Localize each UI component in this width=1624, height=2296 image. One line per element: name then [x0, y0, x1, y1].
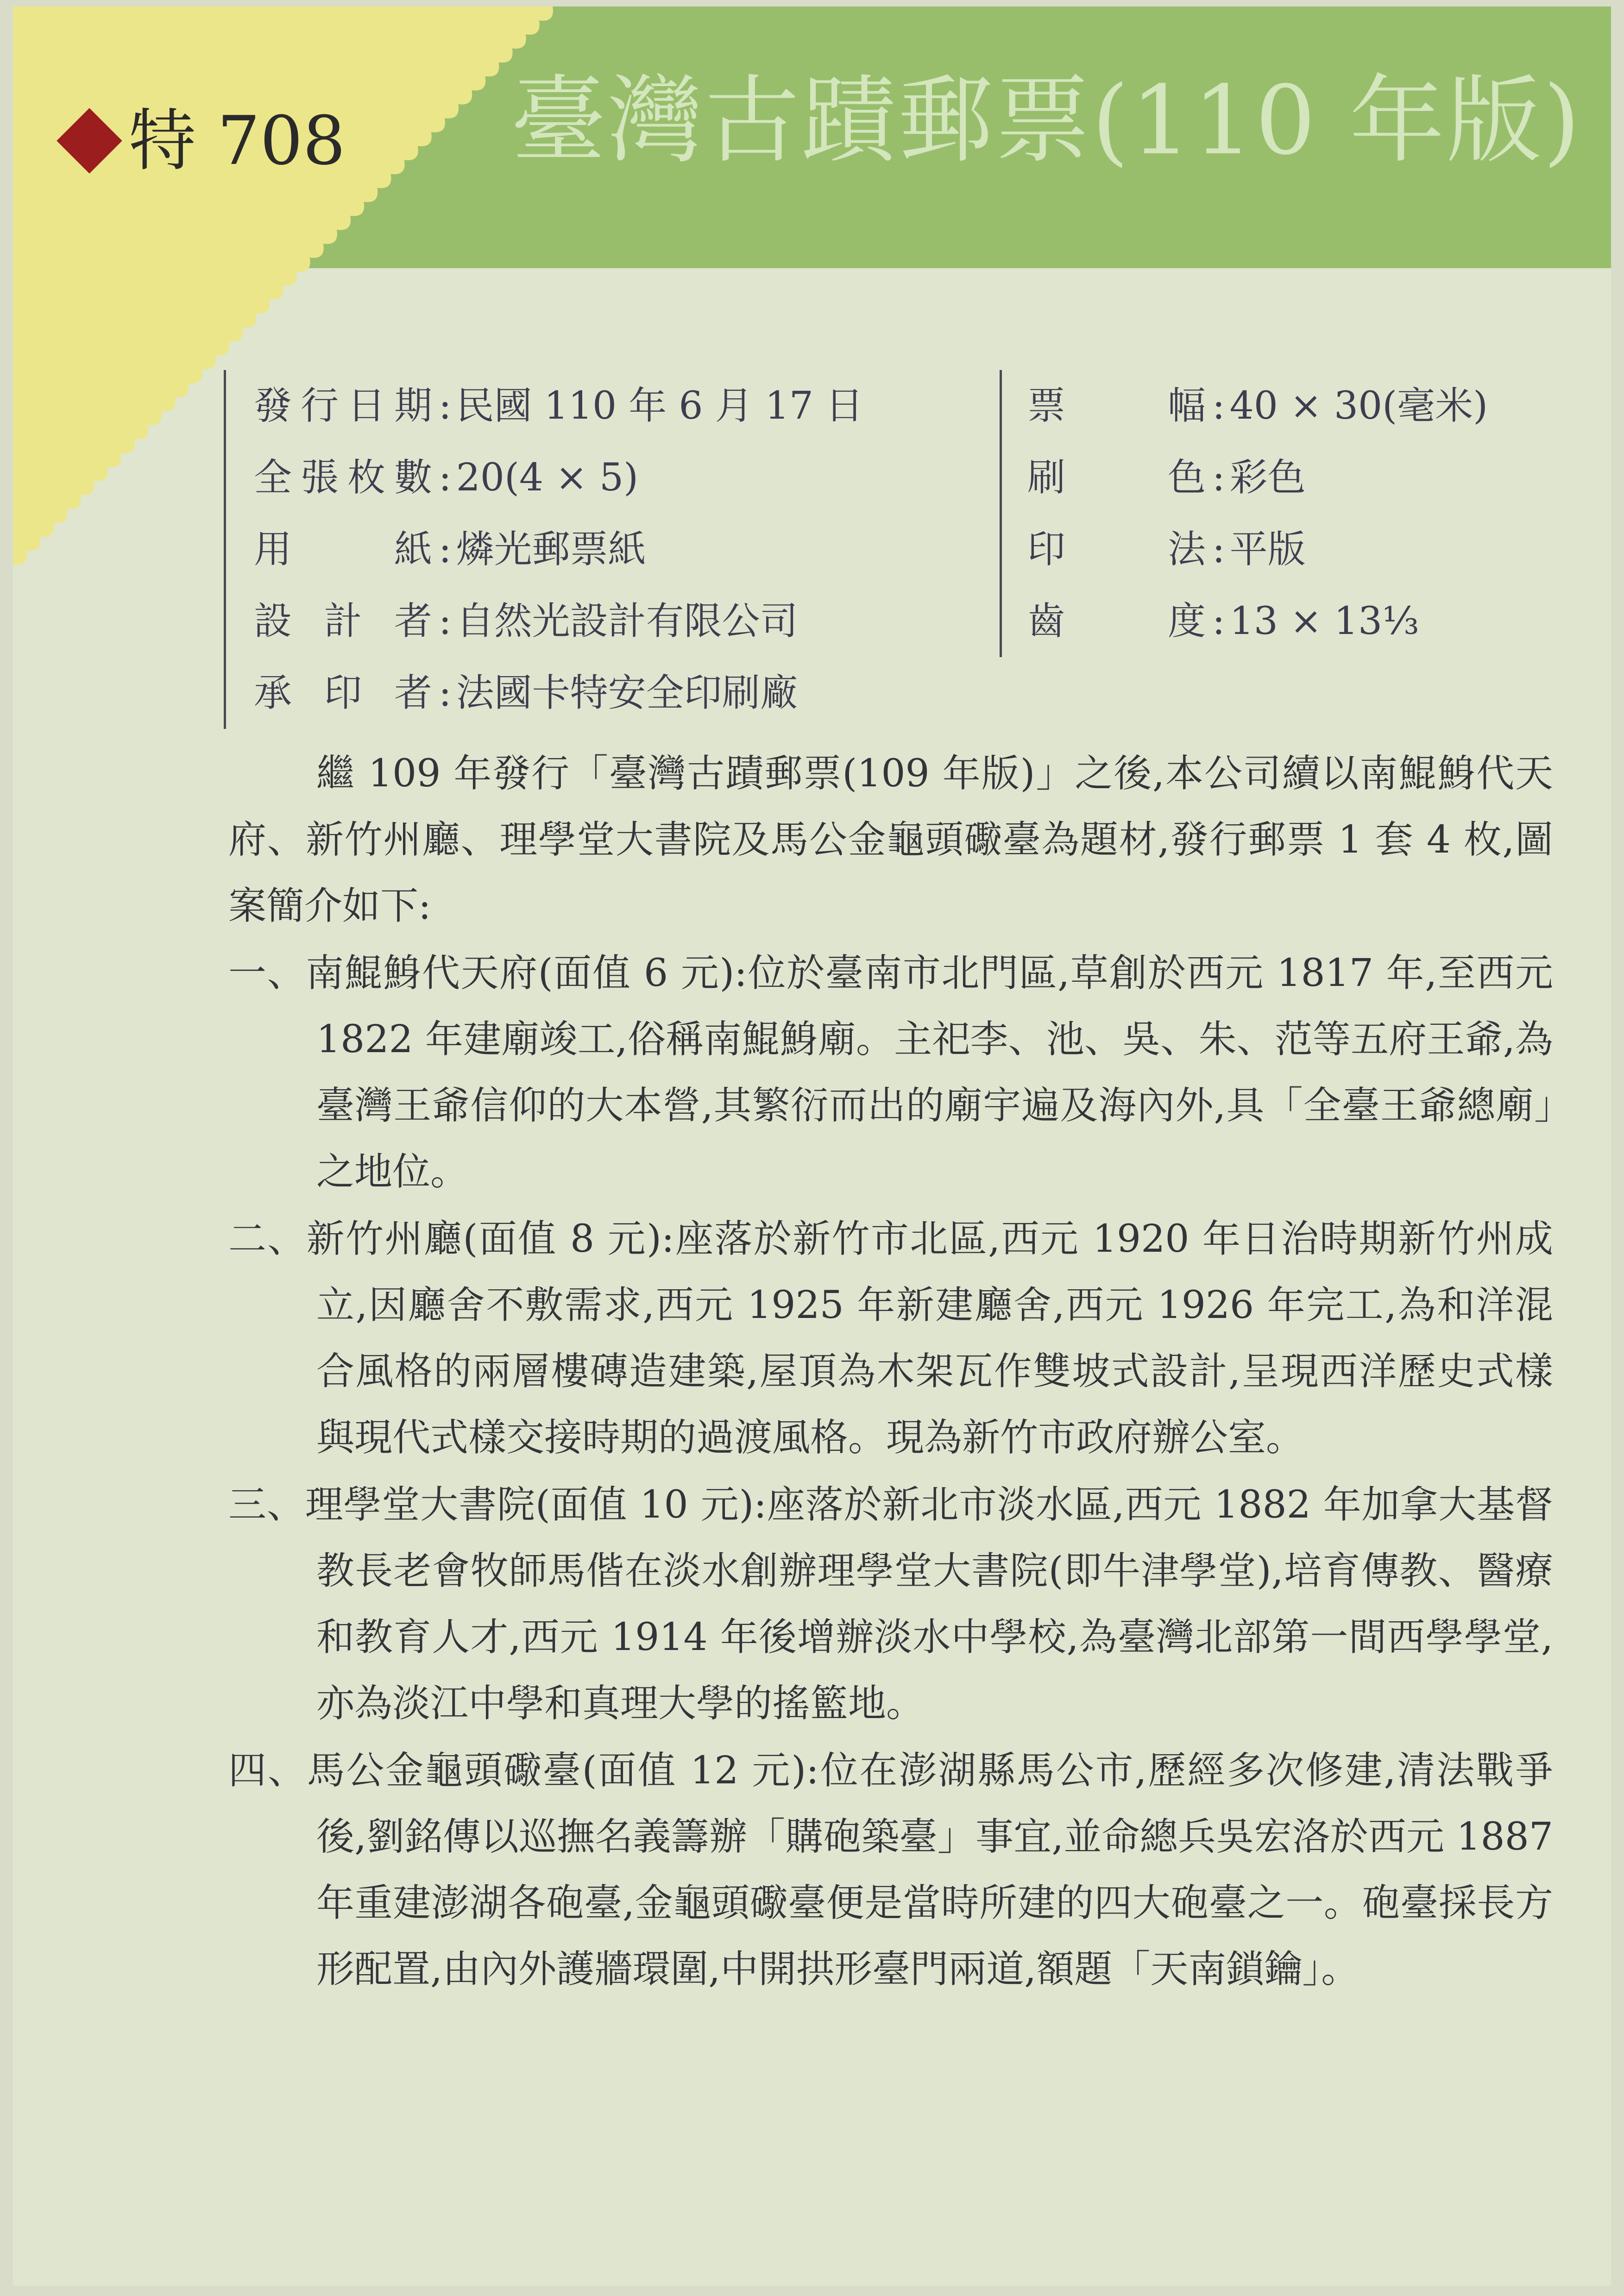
- issue-code: [57, 94, 346, 187]
- stamp-item-2: 二、新竹州廳(面值 8 元):座落於新竹市北區,西元 1920 年日治時期新竹州成立,因廳舍不敷需求,西元 1925 年新建廳舍,西元 1926 年完工,為和洋混合風格的兩層樓磚造建築,屋頂為木架瓦作雙坡式設計,呈現西洋歷史式樣與現代式樣交接時期的過渡風格。現為新竹市政府辦公室。: [228, 1217, 1553, 1460]
- spec-label: 刷色: [1027, 456, 1206, 500]
- spec-row: 發行日期 : 民國 110 年 6 月 17 日: [254, 370, 863, 442]
- stamp-leaflet-page: [13, 6, 1611, 2286]
- spec-label: 票幅: [1027, 384, 1206, 428]
- spec-value: 40 × 30(毫米): [1229, 384, 1488, 428]
- spec-row: 承印者 : 法國卡特安全印刷廠: [254, 657, 863, 729]
- specs-left: [224, 370, 863, 729]
- description-body: [228, 740, 1553, 2003]
- intro-paragraph: 繼 109 年發行「臺灣古蹟郵票(109 年版)」之後,本公司續以南鯤鯓代天府、新竹州廳、理學堂大書院及馬公金龜頭礮臺為題材,發行郵票 1 套 4 枚,圖案簡介如下:: [228, 752, 1553, 928]
- spec-value: 彩色: [1229, 456, 1306, 500]
- spec-row: 設計者 : 自然光設計有限公司: [254, 585, 863, 657]
- issue-code-text: 特 708: [129, 101, 346, 180]
- spec-value: 13 × 13⅓: [1229, 599, 1419, 643]
- spec-row: 票幅 : 40 × 30(毫米): [1027, 370, 1488, 442]
- spec-row: 齒度 : 13 × 13⅓: [1027, 585, 1488, 657]
- spec-label: 設計者: [254, 599, 432, 643]
- spec-value: 民國 110 年 6 月 17 日: [456, 384, 864, 428]
- specs-right: [1000, 370, 1488, 657]
- spec-label: 發行日期: [254, 384, 432, 428]
- spec-value: 法國卡特安全印刷廠: [456, 671, 798, 715]
- spec-value: 20(4 × 5): [456, 456, 639, 500]
- diamond-icon: [57, 108, 122, 173]
- spec-label: 用紙: [254, 527, 432, 571]
- spec-row: 印法 : 平版: [1027, 514, 1488, 585]
- stamp-item-3: 三、理學堂大書院(面值 10 元):座落於新北市淡水區,西元 1882 年加拿大基督教長老會牧師馬偕在淡水創辦理學堂大書院(即牛津學堂),培育傳教、醫療和教育人才,西元 1914 年後增辦淡水中學校,為臺灣北部第一間西學學堂,亦為淡江中學和真理大學的搖籃地。: [228, 1483, 1553, 1725]
- spec-value: 燐光郵票紙: [456, 527, 646, 571]
- spec-row: 全張枚數 : 20(4 × 5): [254, 442, 863, 514]
- spec-label: 全張枚數: [254, 456, 432, 500]
- stamp-item-1: 一、南鯤鯓代天府(面值 6 元):位於臺南市北門區,草創於西元 1817 年,至西元 1822 年建廟竣工,俗稱南鯤鯓廟。主祀李、池、吳、朱、范等五府王爺,為臺灣王爺信仰的大本營,其繁衍而出的廟宇遍及海內外,具「全臺王爺總廟」之地位。: [228, 951, 1553, 1194]
- spec-row: 用紙 : 燐光郵票紙: [254, 514, 863, 585]
- spec-label: 承印者: [254, 671, 432, 715]
- page-title: 臺灣古蹟郵票(110 年版): [511, 66, 1582, 176]
- spec-label: 齒度: [1027, 599, 1206, 643]
- stamp-item-4: 四、馬公金龜頭礮臺(面值 12 元):位在澎湖縣馬公市,歷經多次修建,清法戰爭後,劉銘傳以巡撫名義籌辦「購砲築臺」事宜,並命總兵吳宏洛於西元 1887 年重建澎湖各砲臺,金龜頭礮臺便是當時所建的四大砲臺之一。砲臺採長方形配置,由內外護牆環圍,中開拱形臺門兩道,額題「天南鎖鑰」。: [228, 1749, 1553, 1991]
- spec-label: 印法: [1027, 527, 1206, 571]
- spec-value: 自然光設計有限公司: [456, 599, 798, 643]
- spec-row: 刷色 : 彩色: [1027, 442, 1488, 514]
- spec-value: 平版: [1229, 527, 1306, 571]
